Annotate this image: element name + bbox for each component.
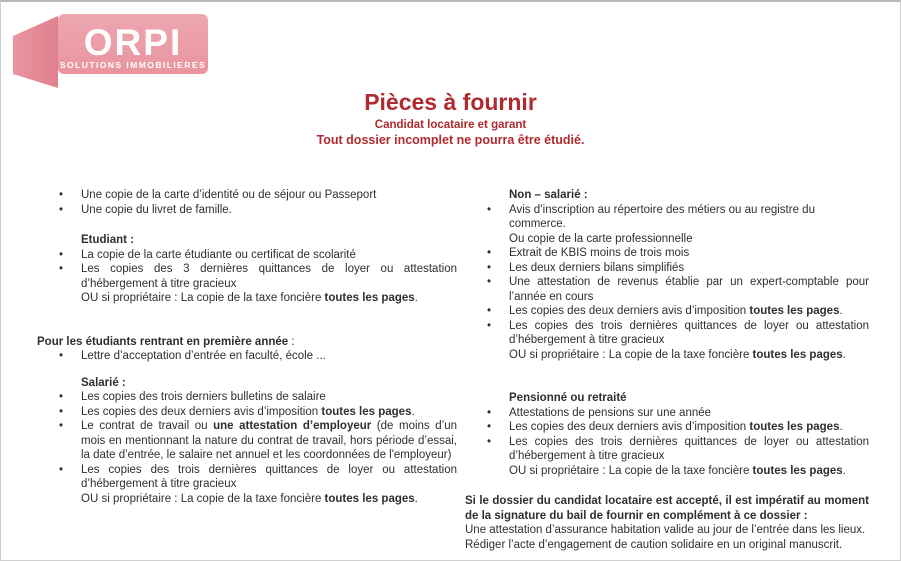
bold-text: Pour les étudiants rentrant en première année	[37, 335, 289, 348]
bullet-text	[81, 419, 457, 463]
continuation-line	[81, 291, 457, 306]
bold-text: toutes les pages	[749, 305, 840, 317]
bullet-item	[487, 406, 869, 421]
text: :	[288, 335, 295, 348]
bullet-marker-icon: •	[59, 420, 64, 432]
text: .	[411, 405, 415, 418]
text: .	[839, 421, 843, 433]
text: Une attestation de revenus établie par un expert-comptable pour l’année en cours	[509, 276, 869, 303]
bold-text: toutes les pages	[324, 292, 415, 304]
bold-text: Etudiant :	[81, 234, 135, 246]
bullet-marker-icon: •	[487, 261, 492, 274]
text: Une attestation d’assurance habitation valide au jour de l’entrée dans les lieux.	[465, 524, 866, 536]
text: OU si propriétaire : La copie de la taxe foncière	[509, 464, 753, 477]
bullet-marker-icon: •	[59, 391, 64, 403]
bullet-item	[487, 275, 869, 304]
bullet-marker-icon: •	[487, 305, 492, 317]
bullet-marker-icon: •	[487, 247, 492, 259]
text: Rédiger l’acte d’engagement de caution solidaire en un original manuscrit.	[465, 538, 843, 551]
bullet-item	[59, 419, 457, 463]
text: Les copies des trois dernières quittances de loyer ou attestation d’hébergement à titre gracieux	[509, 435, 869, 462]
right-column	[465, 188, 869, 552]
bullet-item	[59, 463, 457, 492]
continuation-line	[81, 492, 457, 507]
text: OU si propriétaire : La copie de la taxe foncière	[81, 292, 325, 304]
continuation-line	[509, 348, 869, 363]
text: Les deux derniers bilans simplifiés	[509, 261, 685, 274]
subtitle-line-1: Candidat locataire et garant	[374, 119, 527, 131]
spacer	[465, 478, 869, 494]
bullet-text	[81, 463, 457, 492]
bullet-marker-icon: •	[487, 435, 492, 448]
bullet-item	[59, 203, 457, 218]
text: (de moins d’un mois en mentionnant la nature du contrat de travail, hors période d’essai, la date d’entrée, le salaire net annuel et les coordonnées de l'employeur)	[81, 420, 458, 461]
text: Les copies des deux derniers avis d’imposition	[509, 305, 750, 317]
text: OU si propriétaire : La copie de la taxe foncière	[81, 492, 325, 505]
bullet-marker-icon: •	[487, 203, 492, 216]
text: Les copies des trois dernières quittances de loyer ou attestation d’hébergement à titre gracieux	[81, 463, 457, 490]
logo-brand-text: ORPI	[83, 22, 183, 63]
spacer	[465, 362, 869, 391]
text: OU si propriétaire : La copie de la taxe foncière	[509, 348, 753, 361]
bullet-text	[509, 304, 869, 319]
text: Le contrat de travail ou	[81, 420, 214, 432]
bold-text: toutes les pages	[321, 405, 412, 418]
text: La copie de la carte étudiante ou certificat de scolarité	[81, 248, 356, 261]
bullet-item	[59, 248, 457, 263]
text: .	[839, 305, 843, 317]
bullet-item	[59, 390, 457, 405]
bullet-item	[487, 435, 869, 464]
bullet-item	[487, 319, 869, 348]
bullet-marker-icon: •	[59, 189, 64, 201]
text: Les copies des trois dernières quittances de loyer ou attestation d’hébergement à titre gracieux	[509, 319, 869, 346]
section-heading	[509, 188, 869, 203]
text: Les copies des deux derniers avis d’imposition	[81, 405, 322, 418]
logo-ribbon-tail	[13, 16, 58, 88]
section-heading	[509, 391, 869, 406]
bullet-item	[59, 188, 457, 203]
text: .	[842, 348, 846, 361]
bullet-marker-icon: •	[487, 421, 492, 433]
bold-text: toutes les pages	[752, 464, 843, 477]
bullet-text	[81, 405, 457, 420]
text: Ou copie de la carte professionnelle	[509, 232, 693, 245]
paragraph	[465, 523, 869, 538]
bullet-text	[509, 246, 869, 261]
bullet-text	[509, 420, 869, 435]
bold-text: Pensionné ou retraité	[509, 392, 627, 404]
bullet-text	[509, 319, 869, 348]
bold-text: Si le dossier du candidat locataire est accepté, il est impératif au moment de la signature du bail de fournir en complément à ce dossier :	[465, 495, 869, 522]
bullet-item	[59, 405, 457, 420]
bold-text: une attestation d’employeur	[213, 420, 372, 432]
section-heading	[37, 335, 457, 350]
bullet-text	[509, 406, 869, 421]
bullet-item	[59, 349, 457, 364]
text: Les copies des 3 dernières quittances de loyer ou attestation d’hébergement à titre gracieux	[81, 263, 457, 290]
bullet-marker-icon: •	[59, 203, 64, 216]
subtitle-line-2: Tout dossier incomplet ne pourra être étudié.	[316, 133, 585, 147]
bullet-item	[487, 420, 869, 435]
page-title: Pièces à fournir	[364, 89, 537, 115]
bullet-item	[487, 304, 869, 319]
bullet-marker-icon: •	[59, 463, 64, 476]
text: Une copie de la carte d’identité ou de séjour ou Passeport	[81, 189, 377, 201]
paragraph	[465, 494, 869, 523]
bullet-item	[487, 261, 869, 276]
logo-tagline-text: SOLUTIONS IMMOBILIERES	[59, 60, 207, 70]
text: Extrait de KBIS moins de trois mois	[509, 247, 690, 259]
bullet-marker-icon: •	[59, 350, 64, 362]
bullet-text	[509, 275, 869, 304]
bullet-text	[81, 390, 457, 405]
orpi-logo	[9, 8, 219, 98]
text: .	[842, 464, 846, 477]
bullet-marker-icon: •	[487, 319, 492, 332]
text: Les copies des trois derniers bulletins de salaire	[81, 391, 326, 403]
paragraph	[465, 538, 869, 553]
bullet-marker-icon: •	[487, 406, 492, 419]
bullet-text	[509, 203, 869, 247]
bold-text: toutes les pages	[749, 421, 840, 433]
section-heading	[81, 233, 457, 248]
text: .	[414, 292, 418, 304]
bullet-text	[81, 248, 457, 263]
bullet-item	[59, 262, 457, 291]
bullet-marker-icon: •	[59, 263, 64, 275]
bullet-marker-icon: •	[487, 276, 492, 288]
bullet-text	[81, 262, 457, 291]
bold-text: toutes les pages	[752, 348, 843, 361]
continuation-line	[509, 464, 869, 479]
text: .	[414, 492, 418, 505]
bullet-item	[487, 246, 869, 261]
bullet-text	[509, 261, 869, 276]
left-column	[37, 188, 457, 506]
text: Lettre d’acceptation d’entrée en faculté, école ...	[81, 350, 326, 362]
text: Avis d’inscription au répertoire des métiers ou au registre du commerce.	[509, 203, 815, 230]
bullet-text	[81, 203, 457, 218]
document-header	[1, 90, 900, 148]
bold-text: toutes les pages	[324, 492, 415, 505]
bullet-marker-icon: •	[59, 248, 64, 261]
bold-text: Salarié :	[81, 376, 126, 389]
section-heading	[81, 376, 457, 391]
bullet-marker-icon: •	[59, 405, 64, 418]
bullet-text	[509, 435, 869, 464]
text: Les copies des deux derniers avis d’imposition	[509, 421, 750, 433]
spacer	[37, 306, 457, 335]
spacer	[37, 364, 457, 376]
text: Attestations de pensions sur une année	[509, 406, 712, 419]
bullet-item	[487, 203, 869, 247]
text: Une copie du livret de famille.	[81, 203, 232, 216]
bullet-text	[81, 188, 457, 203]
bullet-text	[81, 349, 457, 364]
spacer	[37, 217, 457, 233]
bold-text: Non – salarié :	[509, 189, 588, 201]
